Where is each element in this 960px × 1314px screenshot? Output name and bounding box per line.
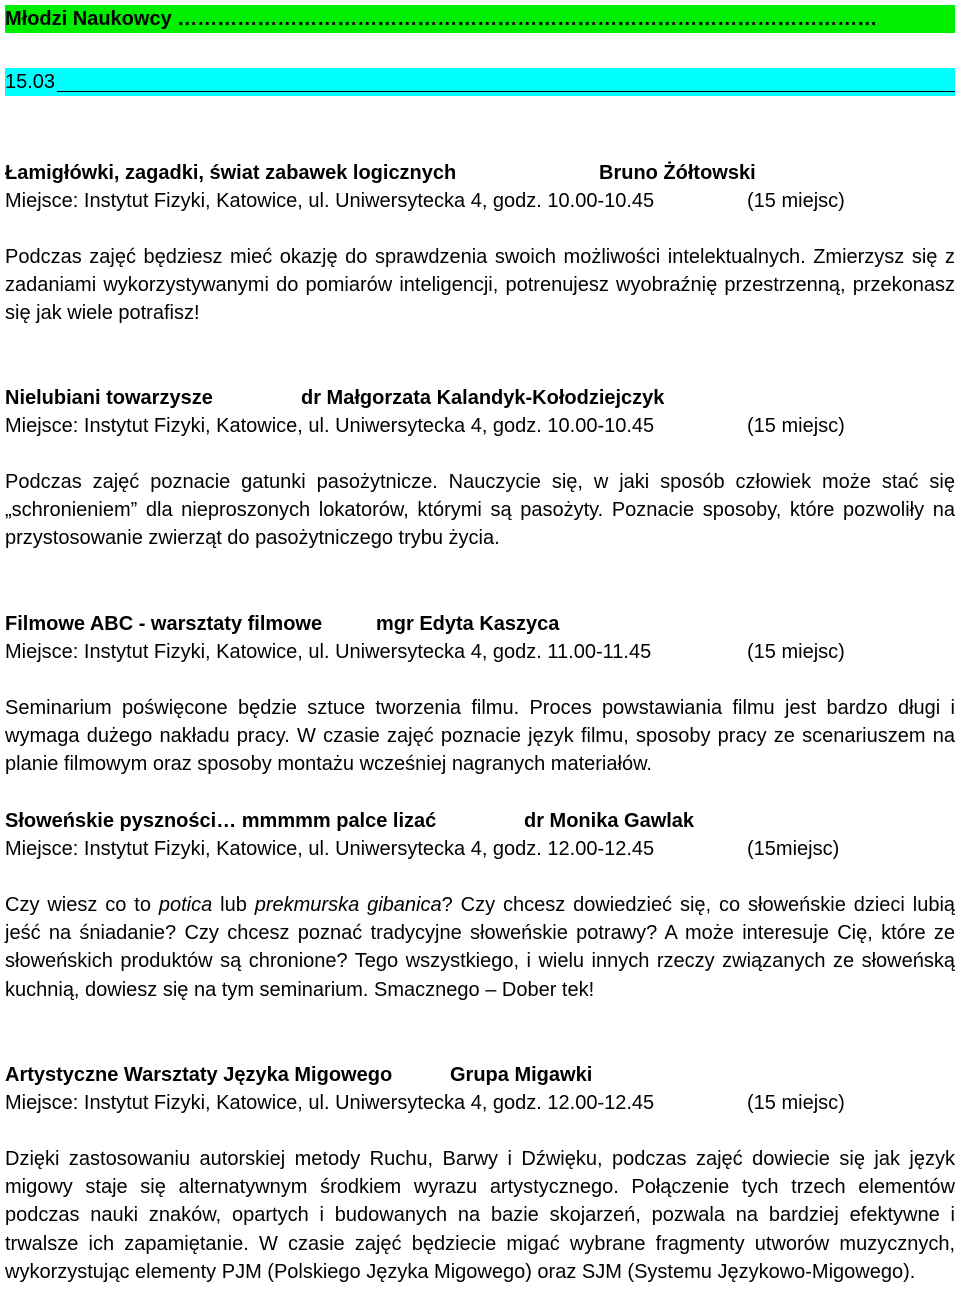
event-description: Seminarium poświęcone będzie sztuce tworzenia filmu. Proces powstawiania filmu jest bardzo długi i wymaga dużego nakładu pracy. W czasie zajęć poznacie język filmu, sposoby pracy ze scenariuszem na planie filmowym oraz sposoby montażu wcześniej nagranych materiałów.: [5, 697, 955, 776]
event-place: Miejsce: Instytut Fizyki, Katowice, ul. Uniwersytecka 4, godz. 12.00-12.45: [5, 1092, 655, 1114]
event-title-row: [5, 1061, 955, 1089]
event-title: Słoweńskie pyszności… mmmmm palce lizać: [5, 810, 437, 832]
page-title: Młodzi Naukowcy ……………………………………………………………………………………………: [5, 8, 878, 30]
event-item: [5, 807, 955, 1004]
description-text: Czy wiesz co to: [5, 894, 159, 916]
event-description: Podczas zajęć będziesz mieć okazję do sprawdzenia swoich możliwości intelektualnych. Zmierzysz się z zadaniami wykorzystywanymi do pomiarów inteligencji, potrenujesz wyobraźnię przestrzenną, przekonasz się jak wiele potrafisz!: [5, 246, 955, 325]
event-place: Miejsce: Instytut Fizyki, Katowice, ul. Uniwersytecka 4, godz. 10.00-10.45: [5, 415, 655, 437]
event-seats: (15 miejsc): [747, 190, 845, 212]
event-place-row: [5, 187, 955, 215]
description-italic-term: prekmurska gibanica: [254, 894, 442, 916]
date-underline: [57, 91, 955, 92]
description-text: ? Czy chcesz dowiedzieć się, co słoweńskie dzieci lubią jeść na śniadanie? Czy chcesz poznać tradycyjne słoweńskie potrawy? A może interesuje Cię, które ze słoweńskich produktów są chronione? Tego wszystkiego, i wielu innych rzeczy związanych ze słoweńską kuchnią, dowiesz się na tym seminarium. Smacznego – Dober tek!: [5, 894, 956, 1001]
event-item: [5, 1061, 955, 1286]
event-title: Nielubiani towarzysze: [5, 387, 213, 409]
event-title: Filmowe ABC - warsztaty filmowe: [5, 613, 323, 635]
event-place-row: [5, 835, 955, 863]
description-italic-term: potica: [158, 894, 213, 916]
event-place-row: [5, 1089, 955, 1117]
event-place: Miejsce: Instytut Fizyki, Katowice, ul. Uniwersytecka 4, godz. 11.00-11.45: [5, 641, 652, 663]
event-item: [5, 610, 955, 779]
event-seats: (15 miejsc): [747, 1092, 845, 1114]
date-banner: [5, 68, 955, 96]
date-label: 15.03: [5, 71, 56, 93]
event-title: Artystyczne Warsztaty Języka Migowego: [5, 1064, 393, 1086]
event-title: Łamigłówki, zagadki, świat zabawek logicznych: [5, 162, 457, 184]
event-title-row: [5, 610, 955, 638]
event-lecturer: mgr Edyta Kaszyca: [376, 613, 560, 635]
event-title-row: [5, 807, 955, 835]
event-seats: (15miejsc): [747, 838, 840, 860]
event-description: [5, 891, 955, 1004]
event-lecturer: dr Monika Gawlak: [524, 810, 695, 832]
event-lecturer: dr Małgorzata Kalandyk-Kołodziejczyk: [301, 387, 665, 409]
event-place: Miejsce: Instytut Fizyki, Katowice, ul. Uniwersytecka 4, godz. 10.00-10.45: [5, 190, 655, 212]
event-seats: (15 miejsc): [747, 415, 845, 437]
event-seats: (15 miejsc): [747, 641, 845, 663]
event-lecturer: Grupa Migawki: [450, 1064, 593, 1086]
event-description: Dzięki zastosowaniu autorskiej metody Ruchu, Barwy i Dźwięku, podczas zajęć dowiecie się jak język migowy staje się alternatywnym środkiem wyrazu artystycznego. Połączenie tych trzech elementów podczas nauki znaków, opartych i budowanych na bazie skojarzeń, pozwala na bardziej efektywne i trwalsze ich zapamiętanie. W czasie zajęć będziecie migać wybrane fragmenty utworów muzycznych, wykorzystując elementy PJM (Polskiego Języka Migowego) oraz SJM (Systemu Językowo-Migowego).: [5, 1148, 955, 1283]
page-title-banner: [5, 5, 955, 33]
event-title-row: [5, 159, 955, 187]
event-lecturer: Bruno Żółtowski: [599, 162, 756, 184]
event-place-row: [5, 638, 955, 666]
event-place-row: [5, 412, 955, 440]
event-item: [5, 384, 955, 553]
event-place: Miejsce: Instytut Fizyki, Katowice, ul. Uniwersytecka 4, godz. 12.00-12.45: [5, 838, 655, 860]
event-item: [5, 159, 955, 328]
description-text: lub: [212, 894, 255, 916]
event-description: Podczas zajęć poznacie gatunki pasożytnicze. Nauczycie się, w jaki sposób człowiek może stać się „schronieniem” dla nieproszonych lokatorów, którymi są pasożyty. Poznacie sposoby, które pozwoliły na przystosowanie zwierząt do pasożytniczego trybu życia.: [5, 471, 955, 550]
event-title-row: [5, 384, 955, 412]
